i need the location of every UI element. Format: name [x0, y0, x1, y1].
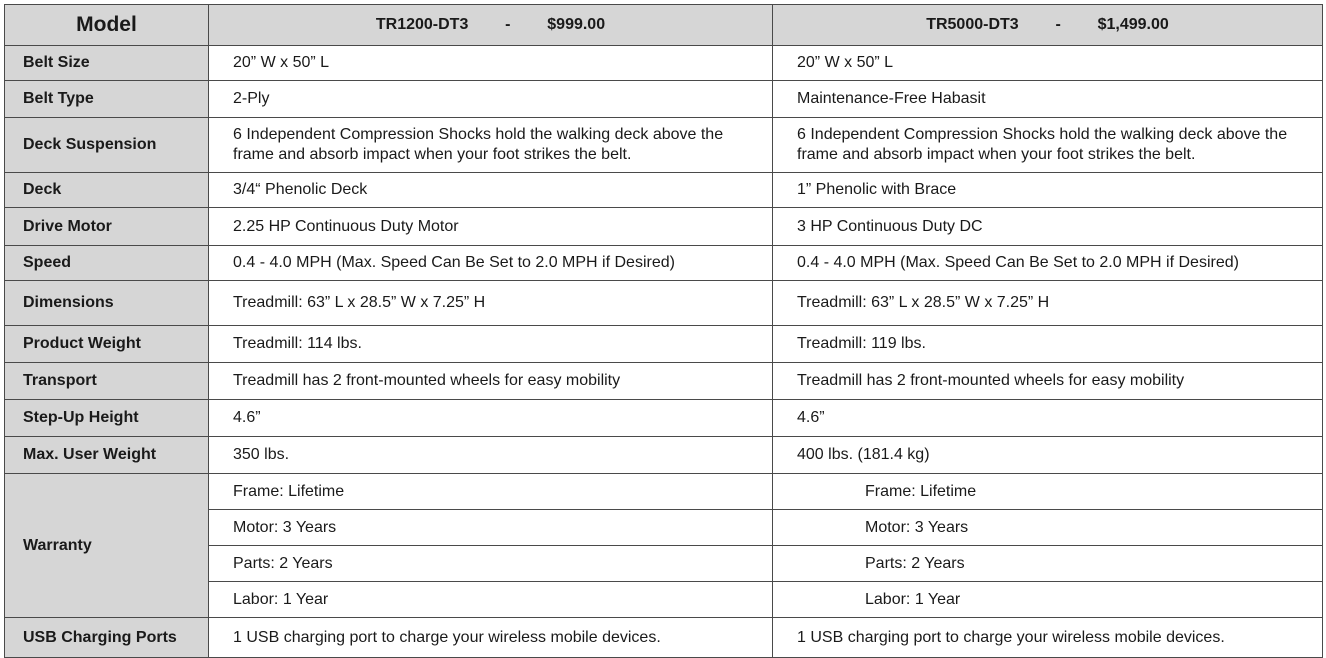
row-label-drive-motor: Drive Motor — [5, 208, 209, 246]
cell-value: 1” Phenolic with Brace — [773, 173, 1323, 208]
cell-value: Treadmill: 119 lbs. — [773, 326, 1323, 363]
product-name: TR1200-DT3 — [375, 16, 469, 33]
cell-value: Frame: Lifetime — [773, 474, 1323, 510]
cell-value: Motor: 3 Years — [209, 510, 773, 546]
cell-value: 0.4 - 4.0 MPH (Max. Speed Can Be Set to 2.0 MPH if Desired) — [773, 246, 1323, 281]
cell-value: Treadmill: 63” L x 28.5” W x 7.25” H — [209, 281, 773, 326]
table-row — [5, 46, 1323, 81]
header-separator: - — [1055, 16, 1061, 33]
product-name: TR5000-DT3 — [926, 16, 1019, 33]
row-label-transport: Transport — [5, 363, 209, 400]
row-label-usb-charging-ports: USB Charging Ports — [5, 618, 209, 658]
row-label-deck-suspension: Deck Suspension — [5, 118, 209, 173]
row-label-product-weight: Product Weight — [5, 326, 209, 363]
table-row — [5, 326, 1323, 363]
product-price: $1,499.00 — [1097, 16, 1169, 33]
cell-value: Treadmill: 114 lbs. — [209, 326, 773, 363]
cell-value: Parts: 2 Years — [773, 546, 1323, 582]
cell-value: Treadmill has 2 front-mounted wheels for easy mobility — [209, 363, 773, 400]
product-price: $999.00 — [547, 16, 606, 33]
table-row — [5, 281, 1323, 326]
cell-value: 6 Independent Compression Shocks hold the walking deck above the frame and absorb impact when your foot strikes the belt. — [209, 118, 773, 173]
row-label-speed: Speed — [5, 246, 209, 281]
row-label-dimensions: Dimensions — [5, 281, 209, 326]
cell-value: Maintenance-Free Habasit — [773, 81, 1323, 118]
row-label-max-user-weight: Max. User Weight — [5, 437, 209, 474]
table-row — [5, 363, 1323, 400]
row-label-step-up-height: Step-Up Height — [5, 400, 209, 437]
cell-value: 1 USB charging port to charge your wireless mobile devices. — [773, 618, 1323, 658]
cell-value: 1 USB charging port to charge your wireless mobile devices. — [209, 618, 773, 658]
cell-value: 6 Independent Compression Shocks hold the walking deck above the frame and absorb impact when your foot strikes the belt. — [773, 118, 1323, 173]
header-row — [5, 5, 1323, 46]
cell-value: Treadmill has 2 front-mounted wheels for easy mobility — [773, 363, 1323, 400]
spec-comparison-table — [4, 4, 1323, 658]
cell-value: Labor: 1 Year — [773, 582, 1323, 618]
cell-value: 20” W x 50” L — [773, 46, 1323, 81]
product-header-tr5000 — [773, 5, 1323, 46]
cell-value: 2.25 HP Continuous Duty Motor — [209, 208, 773, 246]
table-row — [5, 246, 1323, 281]
product-header-tr1200 — [209, 5, 773, 46]
cell-value: Labor: 1 Year — [209, 582, 773, 618]
cell-value: 350 lbs. — [209, 437, 773, 474]
warranty-row — [5, 474, 1323, 510]
row-label-deck: Deck — [5, 173, 209, 208]
table-row — [5, 173, 1323, 208]
model-header-cell: Model — [5, 5, 209, 46]
table-row — [5, 618, 1323, 658]
row-label-belt-type: Belt Type — [5, 81, 209, 118]
cell-value: 2-Ply — [209, 81, 773, 118]
row-label-belt-size: Belt Size — [5, 46, 209, 81]
cell-value: 400 lbs. (181.4 kg) — [773, 437, 1323, 474]
spec-comparison-sheet — [4, 4, 1322, 647]
cell-value: 0.4 - 4.0 MPH (Max. Speed Can Be Set to 2.0 MPH if Desired) — [209, 246, 773, 281]
table-row — [5, 81, 1323, 118]
header-separator: - — [505, 16, 511, 33]
table-row — [5, 208, 1323, 246]
cell-value: Parts: 2 Years — [209, 546, 773, 582]
row-label-warranty: Warranty — [5, 474, 209, 618]
cell-value: 4.6” — [209, 400, 773, 437]
table-row — [5, 400, 1323, 437]
cell-value: 3 HP Continuous Duty DC — [773, 208, 1323, 246]
cell-value: 4.6” — [773, 400, 1323, 437]
cell-value: 20” W x 50” L — [209, 46, 773, 81]
cell-value: Treadmill: 63” L x 28.5” W x 7.25” H — [773, 281, 1323, 326]
cell-value: Frame: Lifetime — [209, 474, 773, 510]
table-row — [5, 437, 1323, 474]
table-row — [5, 118, 1323, 173]
cell-value: Motor: 3 Years — [773, 510, 1323, 546]
cell-value: 3/4“ Phenolic Deck — [209, 173, 773, 208]
